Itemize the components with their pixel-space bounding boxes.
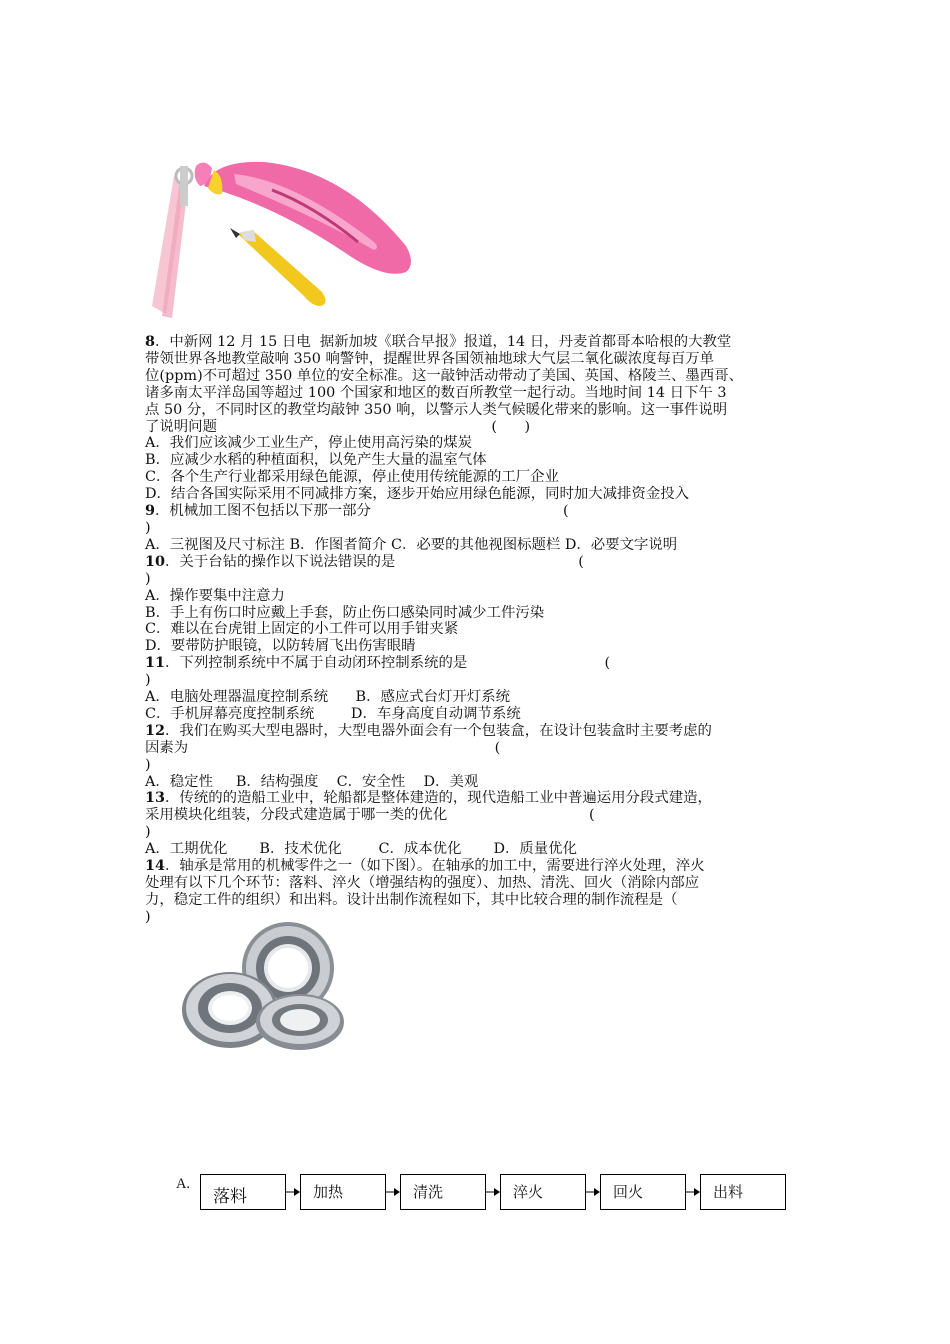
line-text: ．下列控制系统中不属于自动闭环控制系统的是 ( [165, 655, 611, 672]
flow-step-5: 回火 [600, 1174, 686, 1210]
text-line [145, 672, 815, 689]
line-text: ．机械加工图不包括以下那一部分 ( [155, 503, 569, 520]
arrow-right-icon [386, 1188, 400, 1196]
line-text: ) [145, 519, 151, 536]
text-line [145, 351, 815, 368]
line-text: ) [145, 908, 151, 925]
text-line [145, 520, 815, 537]
text-line [145, 774, 815, 791]
line-text: A．稳定性 B．结构强度 C．安全性 D．美观 [145, 773, 479, 790]
line-text: 采用模块化组装，分段式建造属于哪一类的优化 ( [145, 807, 595, 824]
line-text: C．手机屏幕亮度控制系统 D．车身高度自动调节系统 [145, 705, 521, 722]
line-text: C．各个生产行业都采用绿色能源，停止使用传统能源的工厂企业 [145, 469, 559, 486]
flowchart-option-a [176, 1172, 796, 1216]
arrow-right-icon [586, 1188, 600, 1196]
arrow-right-icon [286, 1188, 300, 1196]
text-line [145, 638, 815, 655]
line-text: 处理有以下几个环节：落料、淬火（增强结构的强度）、加热、清洗、回火（消除内部应 [145, 875, 700, 891]
line-text: ．轴承是常用的机械零件之一（如下图）。在轴承的加工中，需要进行淬火处理，淬火 [165, 858, 705, 875]
line-text: ．传统的的造船工业中，轮船都是整体建造的，现代造船工业中普遍运用分段式建造， [165, 790, 712, 807]
flow-step-3: 清洗 [400, 1174, 486, 1210]
text-line [145, 419, 815, 436]
text-line [145, 723, 815, 740]
line-text: B．手上有伤口时应戴上手套，防止伤口感染同时减少工件污染 [145, 604, 545, 621]
line-text: 点 50 分，不同时区的教堂均敲钟 350 响，以警示人类气候暖化带来的影响。这一事件说明 [145, 401, 728, 418]
line-text: A．我们应该减少工业生产，停止使用高污染的煤炭 [145, 435, 472, 452]
question-number: 8 [145, 333, 156, 350]
option-a-label: A. [176, 1176, 190, 1192]
line-text: D．结合各国实际采用不同减排方案，逐步开始应用绿色能源，同时加大减排资金投入 [145, 486, 689, 503]
line-text: A．电脑处理器温度控制系统 B．感应式台灯开灯系统 [145, 689, 511, 706]
arrow-right-icon [686, 1188, 700, 1196]
line-text: ) [145, 824, 151, 841]
question-number: 11 [145, 654, 166, 672]
question-text [145, 334, 815, 926]
question-number: 14 [145, 857, 166, 875]
text-line [145, 452, 815, 469]
text-line [145, 469, 815, 486]
line-text: 因素为 ( [145, 739, 501, 756]
text-line [145, 503, 815, 520]
line-text: ．关于台钻的操作以下说法错误的是 ( [165, 553, 584, 570]
text-line [145, 892, 815, 909]
text-line [145, 537, 815, 554]
text-line [145, 571, 815, 588]
text-line [145, 605, 815, 622]
line-text: D．要带防护眼镜，以防转屑飞出伤害眼睛 [145, 638, 416, 655]
line-text: A．工期优化 B．技术优化 C．成本优化 D．质量优化 [145, 841, 577, 858]
line-text: 带领世界各地教堂敲响 350 响警钟，提醒世界各国领袖地球大气层二氧化碳浓度每百万单 [145, 350, 715, 367]
flow-step-6: 出料 [700, 1174, 786, 1210]
line-text: B．应减少水稻的种植面积，以免产生大量的温室气体 [145, 452, 487, 469]
text-line [145, 689, 815, 706]
line-text: ) [145, 756, 151, 773]
line-text: 了说明问题 ( ) [145, 418, 531, 435]
text-line [145, 824, 815, 841]
text-line [145, 368, 815, 385]
text-line [145, 588, 815, 605]
bearing-image [176, 918, 348, 1050]
text-line [145, 706, 815, 723]
text-line [145, 334, 815, 351]
text-line [145, 858, 815, 875]
line-text: 力，稳定工件的组织）和出料。设计出制作流程如下，其中比较合理的制作流程是（ [145, 891, 678, 908]
flow-step-2: 加热 [300, 1174, 386, 1210]
question-number: 13 [145, 789, 166, 807]
line-text: 诸多南太平洋岛国等超过 100 个国家和地区的数百所教堂一起行动。当地时间 14 日下午 3 [145, 384, 727, 401]
line-text: ) [145, 570, 151, 587]
line-text: 位(ppm)不可超过 350 单位的安全标准。这一敲钟活动带动了美国、英国、格陵兰、墨西哥、 [145, 367, 743, 384]
line-text: C．难以在台虎钳上固定的小工件可以用手钳夹紧 [145, 621, 459, 638]
flow-step-4: 淬火 [500, 1174, 586, 1210]
text-line [145, 435, 815, 452]
line-text: ) [145, 672, 151, 689]
text-line [145, 841, 815, 858]
pen-image [144, 156, 424, 318]
line-text: ．我们在购买大型电器时，大型电器外面会有一个包装盒，在设计包装盒时主要考虑的 [165, 722, 712, 739]
text-line [145, 740, 815, 757]
text-line [145, 621, 815, 638]
text-line [145, 757, 815, 774]
question-number: 9 [145, 502, 156, 520]
text-line [145, 554, 815, 571]
text-line [145, 807, 815, 824]
question-number: 10 [145, 552, 166, 570]
text-line [145, 402, 815, 419]
text-line [145, 875, 815, 892]
question-number: 12 [145, 721, 166, 739]
text-line [145, 385, 815, 402]
text-line [145, 790, 815, 807]
flow-step-1: 落料 [200, 1174, 286, 1210]
line-text: A．三视图及尺寸标注 B．作图者简介 C．必要的其他视图标题栏 D．必要文字说明 [145, 536, 678, 553]
line-text: ．中新网 12 月 15 日电 据新加坡《联合早报》报道，14 日，丹麦首都哥本哈根的大教堂 [155, 334, 732, 350]
line-text: A．操作要集中注意力 [145, 587, 285, 604]
text-line [145, 486, 815, 503]
text-line [145, 655, 815, 672]
arrow-right-icon [486, 1188, 500, 1196]
